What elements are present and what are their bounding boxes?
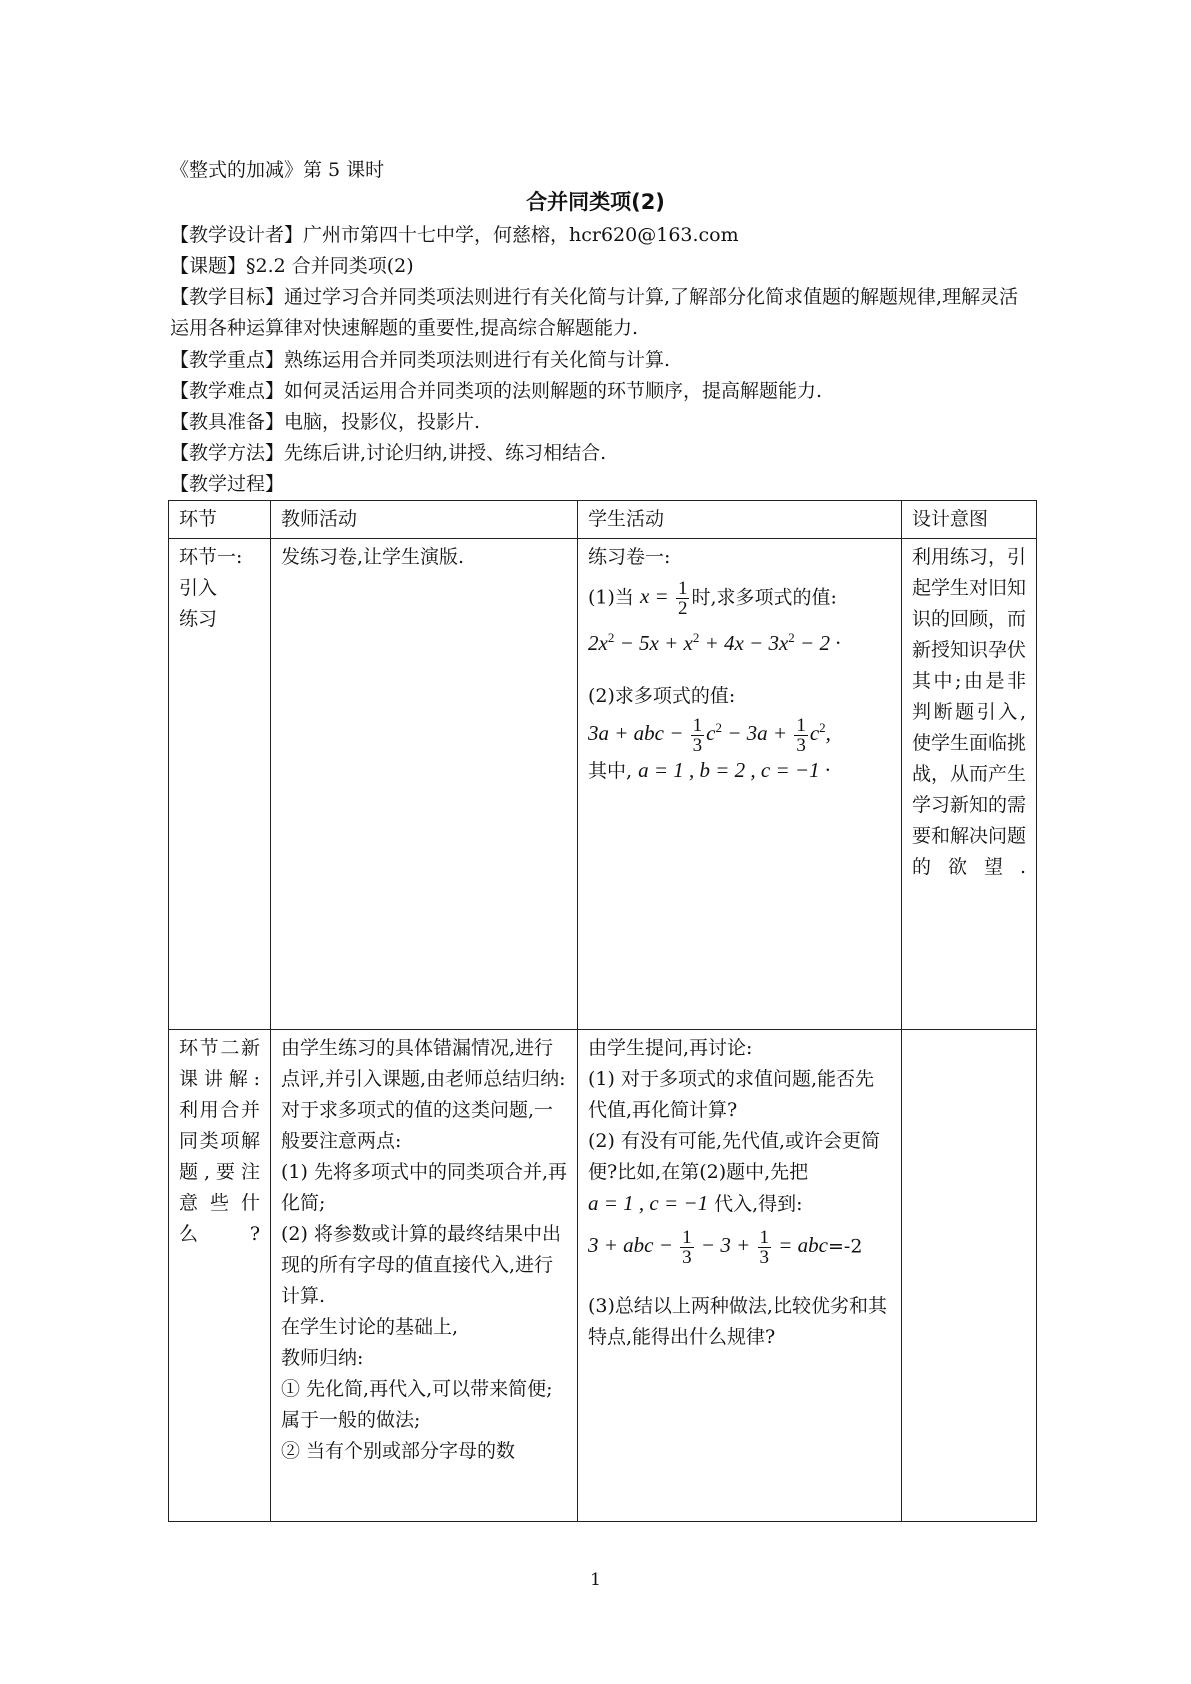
teacher-cell <box>271 539 578 1030</box>
teacher-cell <box>271 1030 578 1522</box>
formula: a = 1 , b = 2 , c = −1 · <box>638 757 831 782</box>
formula: $2x^2 - 5x + x^2 + 4x - 3x^2 - 2$ · <box>588 630 841 655</box>
question-2: (2)求多项式的值: <box>588 685 736 707</box>
student-text: 由学生提问,再讨论: <box>588 1037 753 1059</box>
goal-paragraph: 【教学目标】通过学习合并同类项法则进行有关化简与计算,了解部分化简求值题的解题规律,理解灵活运用各种运算律对快速解题的重要性,提高综合解题能力. <box>170 286 1019 339</box>
teacher-text: ② 当有个别或部分字母的数 <box>281 1440 516 1462</box>
topic-line: 【课题】§2.2 合并同类项(2) <box>170 255 414 277</box>
formula: x = $\frac{1}{2}$ <box>639 578 688 619</box>
tools-line: 【教具准备】电脑，投影仪，投影片. <box>170 411 481 433</box>
teacher-text: (2) 将参数或计算的最终结果中出现的所有字母的值直接代入,进行计算. <box>281 1223 561 1307</box>
key-point-line: 【教学重点】熟练运用合并同类项法则进行有关化简与计算. <box>170 349 671 371</box>
student-text: (1) 对于多项式的求值问题,能否先代值,再化简计算? <box>588 1068 874 1121</box>
teacher-text: 对于求多项式的值的这类问题,一般要注意两点: <box>281 1099 554 1152</box>
student-cell <box>578 1030 902 1522</box>
table-row <box>169 539 1037 1030</box>
result-line: 3 + abc − $\frac{1}{3}$ − 3 + $\frac{1}{3}$ = abc=-2 <box>588 1227 863 1268</box>
student-text: (2) 有没有可能,先代值,或许会更简便?比如,在第(2)题中,先把 <box>588 1130 881 1183</box>
stage-line: 环节一: <box>179 546 243 568</box>
intent-text: 利用练习，引起学生对旧知识的回顾，而新授知识孕伏其中;由是非判断题引入,使学生面临挑战，从而产生学习新知的需要和解决问题的欲望. <box>912 546 1027 878</box>
stage-text: 环节二新课讲解:利用合并同类项解题,要注意些什么? <box>179 1037 260 1245</box>
table-row <box>169 1030 1037 1522</box>
page-number: 1 <box>590 1570 601 1590</box>
method-line: 【教学方法】先练后讲,讨论归纳,讲授、练习相结合. <box>170 442 607 464</box>
designer-line: 【教学设计者】广州市第四十七中学，何慈榕，hcr620@163.com <box>170 224 739 246</box>
teacher-text: 在学生讨论的基础上, <box>281 1316 459 1338</box>
student-cell <box>578 539 902 1030</box>
stage-line: 练习 <box>179 608 218 630</box>
stage-line: 引入 <box>179 577 218 599</box>
student-text: (3)总结以上两种做法,比较优劣和其特点,能得出什么规律? <box>588 1295 887 1348</box>
substitution-line: a = 1 , c = −1 代入,得到: <box>588 1191 803 1215</box>
teacher-text: 教师归纳: <box>281 1347 364 1369</box>
process-table <box>168 500 1037 1522</box>
stage-cell <box>169 539 271 1030</box>
worksheet-title: 练习卷一: <box>588 546 671 568</box>
teacher-text: 由学生练习的具体错漏情况,进行点评,并引入课题,由老师总结归纳: <box>281 1037 566 1090</box>
intent-cell <box>902 539 1037 1030</box>
course-line: 《整式的加减》第 5 课时 <box>170 159 385 181</box>
header-student: 学生活动 <box>578 501 902 539</box>
intent-cell <box>902 1030 1037 1522</box>
difficulty-line: 【教学难点】如何灵活运用合并同类项的法则解题的环节顺序，提高解题能力. <box>170 380 823 402</box>
process-heading: 【教学过程】 <box>170 473 285 495</box>
teacher-text: ① 先化简,再代入,可以带来简便;属于一般的做法; <box>281 1378 553 1431</box>
question-1: (1)当 x = $\frac{1}{2}$ 时,求多项式的值: <box>588 578 837 619</box>
question-2-condition: 其中, a = 1 , b = 2 , c = −1 · <box>588 757 831 782</box>
header-intent: 设计意图 <box>902 501 1037 539</box>
header-stage: 环节 <box>169 501 271 539</box>
formula: a = 1 , c = −1 <box>588 1191 709 1215</box>
teacher-text: 发练习卷,让学生演版. <box>281 546 465 568</box>
teacher-text: (1) 先将多项式中的同类项合并,再化简; <box>281 1161 567 1214</box>
formula: 3 + abc − $\frac{1}{3}$ − 3 + $\frac{1}{3}$ = abc <box>588 1227 829 1268</box>
table-header-row <box>169 501 1037 539</box>
stage-cell <box>169 1030 271 1522</box>
formula: 3a + abc − $\frac{1}{3}$ $c^2 - 3a$ + $\frac{1}{3}$ $c^2$, <box>588 714 831 756</box>
page-title: 合并同类项(2) <box>526 190 665 214</box>
header-teacher: 教师活动 <box>271 501 578 539</box>
